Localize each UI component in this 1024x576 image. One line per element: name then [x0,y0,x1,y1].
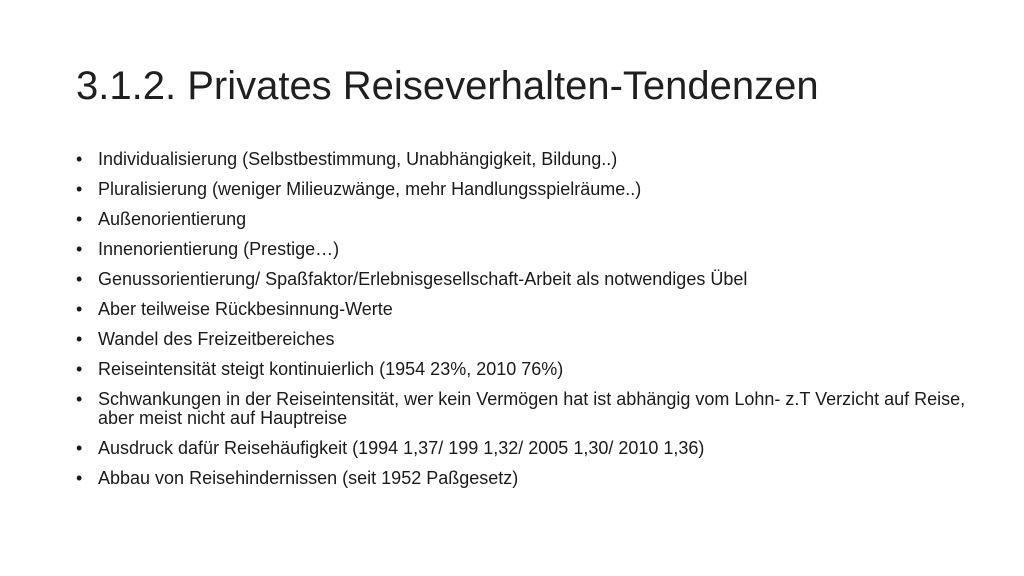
bullet-item [76,469,976,488]
bullet-icon: • [76,389,83,409]
bullet-text: Individualisierung (Selbstbestimmung, Unabhängigkeit, Bildung..) [98,149,618,169]
bullet-icon: • [76,179,83,199]
bullet-icon: • [76,269,83,289]
bullet-text: Aber teilweise Rückbesinnung-Werte [98,299,393,319]
bullet-item [76,210,976,229]
bullet-text: Genussorientierung/ Spaßfaktor/Erlebnisgesellschaft-Arbeit als notwendiges Übel [98,269,748,289]
bullet-item [76,360,976,379]
bullet-icon: • [76,239,83,259]
bullet-item [76,330,976,349]
bullet-item [76,270,976,289]
bullet-icon: • [76,359,83,379]
bullet-icon: • [76,149,83,169]
bullet-icon: • [76,209,83,229]
bullet-icon: • [76,329,83,349]
bullet-icon: • [76,438,83,458]
bullet-item [76,240,976,259]
bullet-text: Wandel des Freizeitbereiches [98,329,335,349]
bullet-icon: • [76,299,83,319]
bullet-text: Reiseintensität steigt kontinuierlich (1954 23%, 2010 76%) [98,359,564,379]
bullet-item [76,150,976,169]
bullet-icon: • [76,468,83,488]
bullet-item [76,439,976,458]
slide-title: 3.1.2. Privates Reiseverhalten-Tendenzen [76,64,819,108]
bullet-text: Innenorientierung (Prestige…) [98,239,340,259]
bullet-item [76,300,976,319]
bullet-text: Abbau von Reisehindernissen (seit 1952 Paßgesetz) [98,468,519,488]
bullet-item [76,390,976,428]
bullet-text: Ausdruck dafür Reisehäufigkeit (1994 1,37/ 199 1,32/ 2005 1,30/ 2010 1,36) [98,438,705,458]
bullet-item [76,180,976,199]
bullet-list [76,150,976,499]
bullet-text: Schwankungen in der Reiseintensität, wer kein Vermögen hat ist abhängig vom Lohn- z.T Verzicht auf Reise, aber meist nicht auf Hauptreise [98,389,966,428]
bullet-text: Außenorientierung [98,209,247,229]
bullet-text: Pluralisierung (weniger Milieuzwänge, mehr Handlungsspielräume..) [98,179,642,199]
